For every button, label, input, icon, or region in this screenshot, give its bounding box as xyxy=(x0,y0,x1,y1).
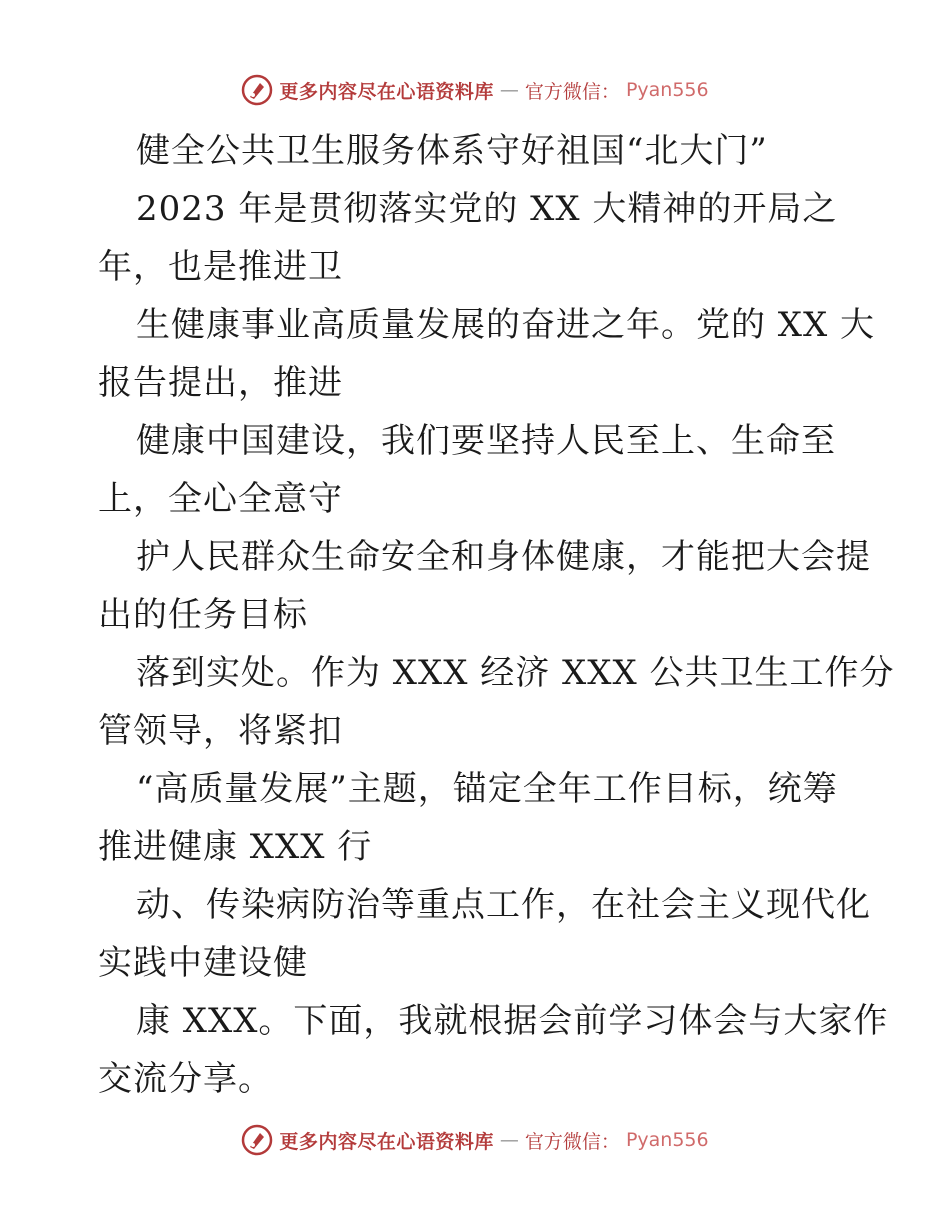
watermark-slogan: 更多内容尽在心语资料库 xyxy=(279,1130,494,1153)
paragraph-line: 年，也是推进卫 xyxy=(98,247,343,287)
paragraph-line: 交流分享。 xyxy=(98,1059,273,1099)
paragraph-line: 生健康事业高质量发展的奋进之年。党的 XX 大 xyxy=(136,305,876,345)
paragraph-line: 推进健康 XXX 行 xyxy=(98,827,373,867)
watermark-slogan: 更多内容尽在心语资料库 xyxy=(279,80,494,103)
paragraph-line: 动、传染病防治等重点工作，在社会主义现代化 xyxy=(136,885,871,925)
document-title: 健全公共卫生服务体系守好祖国“北大门” xyxy=(136,131,768,171)
watermark-contact-label: 官方微信： xyxy=(524,1130,620,1153)
paragraph-line: 健康中国建设，我们要坚持人民至上、生命至 xyxy=(136,421,836,461)
watermark-contact-id: Pyan556 xyxy=(625,79,709,101)
pen-nib-logo-icon xyxy=(241,74,273,106)
watermark-separator: — xyxy=(499,79,519,101)
document-body xyxy=(98,122,895,1108)
paragraph-line: 实践中建设健 xyxy=(98,943,308,983)
pen-nib-logo-icon xyxy=(241,1124,273,1156)
paragraph-line: 上，全心全意守 xyxy=(98,479,343,519)
watermark-contact-label: 官方微信： xyxy=(524,80,620,103)
paragraph-line: 报告提出，推进 xyxy=(98,363,343,403)
watermark-contact-id: Pyan556 xyxy=(625,1129,709,1151)
paragraph-line: 护人民群众生命安全和身体健康，才能把大会提 xyxy=(136,537,871,577)
paragraph-line: 出的任务目标 xyxy=(98,595,308,635)
paragraph-line: 2023 年是贯彻落实党的 XX 大精神的开局之 xyxy=(136,189,838,229)
watermark-separator: — xyxy=(499,1129,519,1151)
paragraph-line: 落到实处。作为 XXX 经济 XXX 公共卫生工作分 xyxy=(136,653,895,693)
footer-watermark xyxy=(0,1120,950,1160)
paragraph-line: 康 XXX。下面，我就根据会前学习体会与大家作 xyxy=(136,1001,889,1041)
paragraph-line: “高质量发展”主题，锚定全年工作目标，统筹 xyxy=(136,769,838,809)
header-watermark xyxy=(0,70,950,110)
paragraph-line: 管领导，将紧扣 xyxy=(98,711,343,751)
